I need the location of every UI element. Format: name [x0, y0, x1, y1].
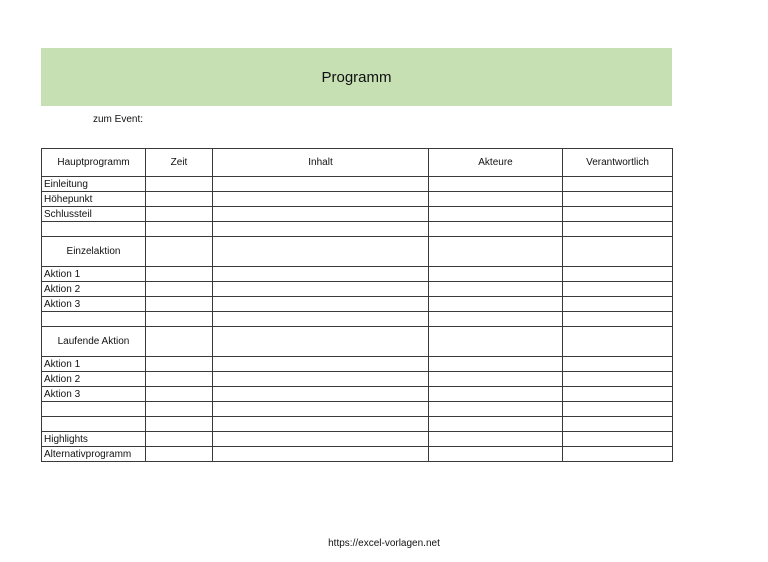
cell-inhalt[interactable] — [213, 432, 429, 447]
cell-inhalt[interactable] — [213, 387, 429, 402]
cell-akteure[interactable] — [429, 402, 563, 417]
table-row — [42, 207, 673, 222]
table-row — [42, 282, 673, 297]
cell-zeit[interactable] — [146, 192, 213, 207]
cell-inhalt[interactable] — [213, 357, 429, 372]
cell-verantwortlich[interactable] — [563, 237, 673, 267]
cell-zeit[interactable] — [146, 357, 213, 372]
row-label — [42, 312, 146, 327]
footer-url: https://excel-vorlagen.net — [328, 538, 440, 549]
cell-inhalt[interactable] — [213, 207, 429, 222]
cell-akteure[interactable] — [429, 177, 563, 192]
row-label: Aktion 1 — [42, 267, 146, 282]
col-header-akteure: Akteure — [429, 149, 563, 177]
cell-inhalt[interactable] — [213, 402, 429, 417]
cell-verantwortlich[interactable] — [563, 357, 673, 372]
table-row — [42, 432, 673, 447]
cell-inhalt[interactable] — [213, 192, 429, 207]
table-row — [42, 192, 673, 207]
row-label — [42, 222, 146, 237]
row-label: Highlights — [42, 432, 146, 447]
col-header-hauptprogramm: Hauptprogramm — [42, 149, 146, 177]
row-label — [42, 402, 146, 417]
cell-akteure[interactable] — [429, 237, 563, 267]
row-label: Aktion 2 — [42, 282, 146, 297]
cell-zeit[interactable] — [146, 402, 213, 417]
cell-inhalt[interactable] — [213, 372, 429, 387]
cell-verantwortlich[interactable] — [563, 447, 673, 462]
cell-akteure[interactable] — [429, 372, 563, 387]
program-table — [41, 148, 673, 462]
row-label: Aktion 3 — [42, 387, 146, 402]
cell-verantwortlich[interactable] — [563, 282, 673, 297]
row-label: Aktion 1 — [42, 357, 146, 372]
cell-akteure[interactable] — [429, 327, 563, 357]
event-label: zum Event: — [93, 114, 144, 125]
cell-akteure[interactable] — [429, 357, 563, 372]
table-row — [42, 177, 673, 192]
row-label: Schlussteil — [42, 207, 146, 222]
cell-inhalt[interactable] — [213, 267, 429, 282]
row-label: Höhepunkt — [42, 192, 146, 207]
cell-akteure[interactable] — [429, 192, 563, 207]
cell-akteure[interactable] — [429, 417, 563, 432]
cell-zeit[interactable] — [146, 372, 213, 387]
cell-zeit[interactable] — [146, 387, 213, 402]
cell-inhalt[interactable] — [213, 282, 429, 297]
cell-zeit[interactable] — [146, 282, 213, 297]
table-row — [42, 372, 673, 387]
cell-verantwortlich[interactable] — [563, 207, 673, 222]
cell-inhalt[interactable] — [213, 177, 429, 192]
cell-akteure[interactable] — [429, 222, 563, 237]
cell-inhalt[interactable] — [213, 312, 429, 327]
table-row — [42, 417, 673, 432]
row-label: Alternativprogramm — [42, 447, 146, 462]
col-header-zeit: Zeit — [146, 149, 213, 177]
cell-akteure[interactable] — [429, 387, 563, 402]
cell-verantwortlich[interactable] — [563, 327, 673, 357]
table-row — [42, 297, 673, 312]
cell-verantwortlich[interactable] — [563, 372, 673, 387]
section-label: Laufende Aktion — [42, 327, 146, 357]
cell-inhalt[interactable] — [213, 447, 429, 462]
col-header-verantwortlich: Verantwortlich — [563, 149, 673, 177]
cell-verantwortlich[interactable] — [563, 402, 673, 417]
cell-zeit[interactable] — [146, 207, 213, 222]
table-row — [42, 387, 673, 402]
cell-akteure[interactable] — [429, 312, 563, 327]
cell-verantwortlich[interactable] — [563, 387, 673, 402]
cell-inhalt[interactable] — [213, 417, 429, 432]
cell-zeit[interactable] — [146, 297, 213, 312]
section-row — [42, 237, 673, 267]
section-row — [42, 327, 673, 357]
row-label: Aktion 3 — [42, 297, 146, 312]
cell-inhalt[interactable] — [213, 222, 429, 237]
cell-verantwortlich[interactable] — [563, 267, 673, 282]
cell-zeit[interactable] — [146, 447, 213, 462]
cell-zeit[interactable] — [146, 417, 213, 432]
cell-inhalt[interactable] — [213, 237, 429, 267]
table-row — [42, 447, 673, 462]
cell-zeit[interactable] — [146, 237, 213, 267]
cell-akteure[interactable] — [429, 297, 563, 312]
header-row — [42, 149, 673, 177]
cell-zeit[interactable] — [146, 177, 213, 192]
cell-inhalt[interactable] — [213, 297, 429, 312]
cell-zeit[interactable] — [146, 312, 213, 327]
cell-verantwortlich[interactable] — [563, 432, 673, 447]
cell-akteure[interactable] — [429, 267, 563, 282]
cell-zeit[interactable] — [146, 432, 213, 447]
cell-zeit[interactable] — [146, 222, 213, 237]
cell-verantwortlich[interactable] — [563, 177, 673, 192]
cell-inhalt[interactable] — [213, 327, 429, 357]
row-label — [42, 417, 146, 432]
cell-verantwortlich[interactable] — [563, 312, 673, 327]
cell-akteure[interactable] — [429, 447, 563, 462]
table-row — [42, 267, 673, 282]
page-title: Programm — [321, 68, 392, 86]
col-header-inhalt: Inhalt — [213, 149, 429, 177]
title-band — [41, 48, 672, 106]
cell-verantwortlich[interactable] — [563, 417, 673, 432]
row-label: Aktion 2 — [42, 372, 146, 387]
table-row — [42, 312, 673, 327]
cell-verantwortlich[interactable] — [563, 297, 673, 312]
section-label: Einzelaktion — [42, 237, 146, 267]
cell-zeit[interactable] — [146, 327, 213, 357]
cell-zeit[interactable] — [146, 267, 213, 282]
row-label: Einleitung — [42, 177, 146, 192]
table-row — [42, 222, 673, 237]
cell-verantwortlich[interactable] — [563, 192, 673, 207]
cell-akteure[interactable] — [429, 282, 563, 297]
cell-verantwortlich[interactable] — [563, 222, 673, 237]
cell-akteure[interactable] — [429, 207, 563, 222]
cell-akteure[interactable] — [429, 432, 563, 447]
table-row — [42, 402, 673, 417]
table-row — [42, 357, 673, 372]
